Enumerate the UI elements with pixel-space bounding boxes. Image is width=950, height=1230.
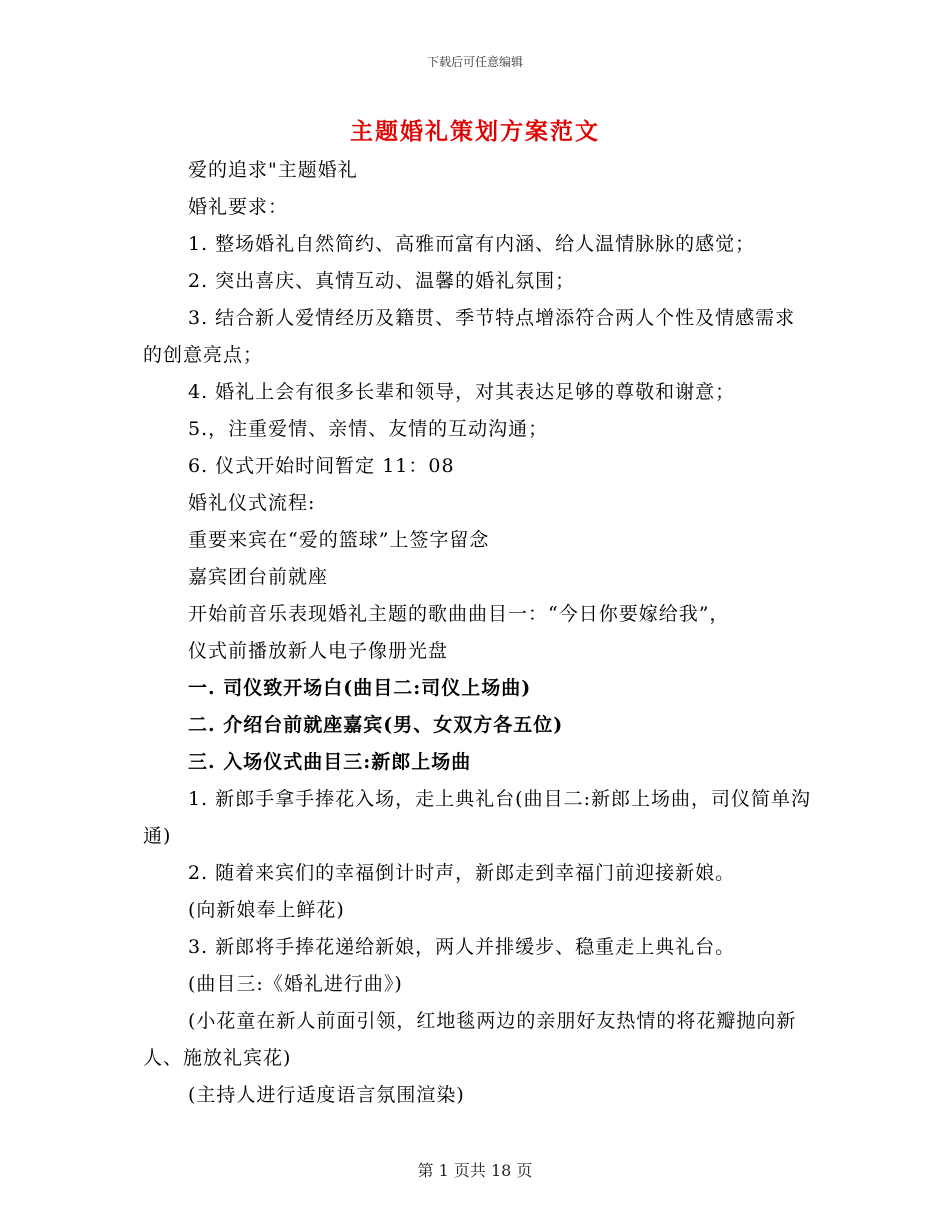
entrance-step-3: 3. 新郎将手捧花递给新娘，两人并排缓步、稳重走上典礼台。 <box>188 936 736 958</box>
paragraph-signing: 重要来宾在“爱的篮球”上签字留念 <box>188 529 490 551</box>
paragraph-requirements-heading: 婚礼要求： <box>188 196 289 218</box>
entrance-note-music: (曲目三:《婚礼进行曲》) <box>188 973 403 995</box>
entrance-step-2: 2. 随着来宾们的幸福倒计时声，新郎走到幸福门前迎接新娘。 <box>188 862 736 884</box>
entrance-note-host: (主持人进行适度语言氛围渲染) <box>188 1084 465 1106</box>
entrance-note-flowers: (向新娘奉上鲜花) <box>188 899 345 921</box>
requirement-item-5: 5.，注重爱情、亲情、友情的互动沟通； <box>188 418 549 440</box>
requirement-item-4: 4. 婚礼上会有很多长辈和领导，对其表达足够的尊敬和谢意； <box>188 381 736 403</box>
paragraph-theme: 爱的追求"主题婚礼 <box>188 159 358 181</box>
section-heading-1: 一. 司仪致开场白(曲目二:司仪上场曲) <box>188 677 532 699</box>
requirement-item-2: 2. 突出喜庆、真情互动、温馨的婚礼氛围； <box>188 270 576 292</box>
paragraph-process-heading: 婚礼仪式流程: <box>188 492 316 514</box>
requirement-item-1: 1. 整场婚礼自然简约、高雅而富有内涵、给人温情脉脉的感觉； <box>188 233 756 255</box>
entrance-note-flower-girl: (小花童在新人前面引领，红地毯两边的亲朋好友热情的将花瓣抛向新人、施放礼宾花) <box>143 1010 797 1069</box>
document-title: 主题婚礼策划方案范文 <box>350 118 600 145</box>
paragraph-seating: 嘉宾团台前就座 <box>188 566 329 588</box>
page-footer: 第 1 页共 18 页 <box>417 1161 533 1180</box>
entrance-step-1: 1. 新郎手拿手捧花入场，走上典礼台(曲目二:新郎上场曲，司仪简单沟通) <box>143 788 811 847</box>
document-body <box>143 152 813 1114</box>
paragraph-opening-music: 开始前音乐表现婚礼主题的歌曲曲目一：“今日你要嫁给我”， <box>188 603 730 625</box>
page-header: 下载后可任意编辑 <box>426 55 523 69</box>
requirement-item-6: 6. 仪式开始时间暂定 11：08 <box>188 455 455 477</box>
requirement-item-3: 3. 结合新人爱情经历及籍贯、季节特点增添符合两人个性及情感需求的创意亮点； <box>143 307 796 366</box>
paragraph-photo-album: 仪式前播放新人电子像册光盘 <box>188 640 449 662</box>
section-heading-3: 三. 入场仪式曲目三:新郎上场曲 <box>188 751 472 773</box>
section-heading-2: 二. 介绍台前就座嘉宾(男、女双方各五位) <box>188 714 564 736</box>
